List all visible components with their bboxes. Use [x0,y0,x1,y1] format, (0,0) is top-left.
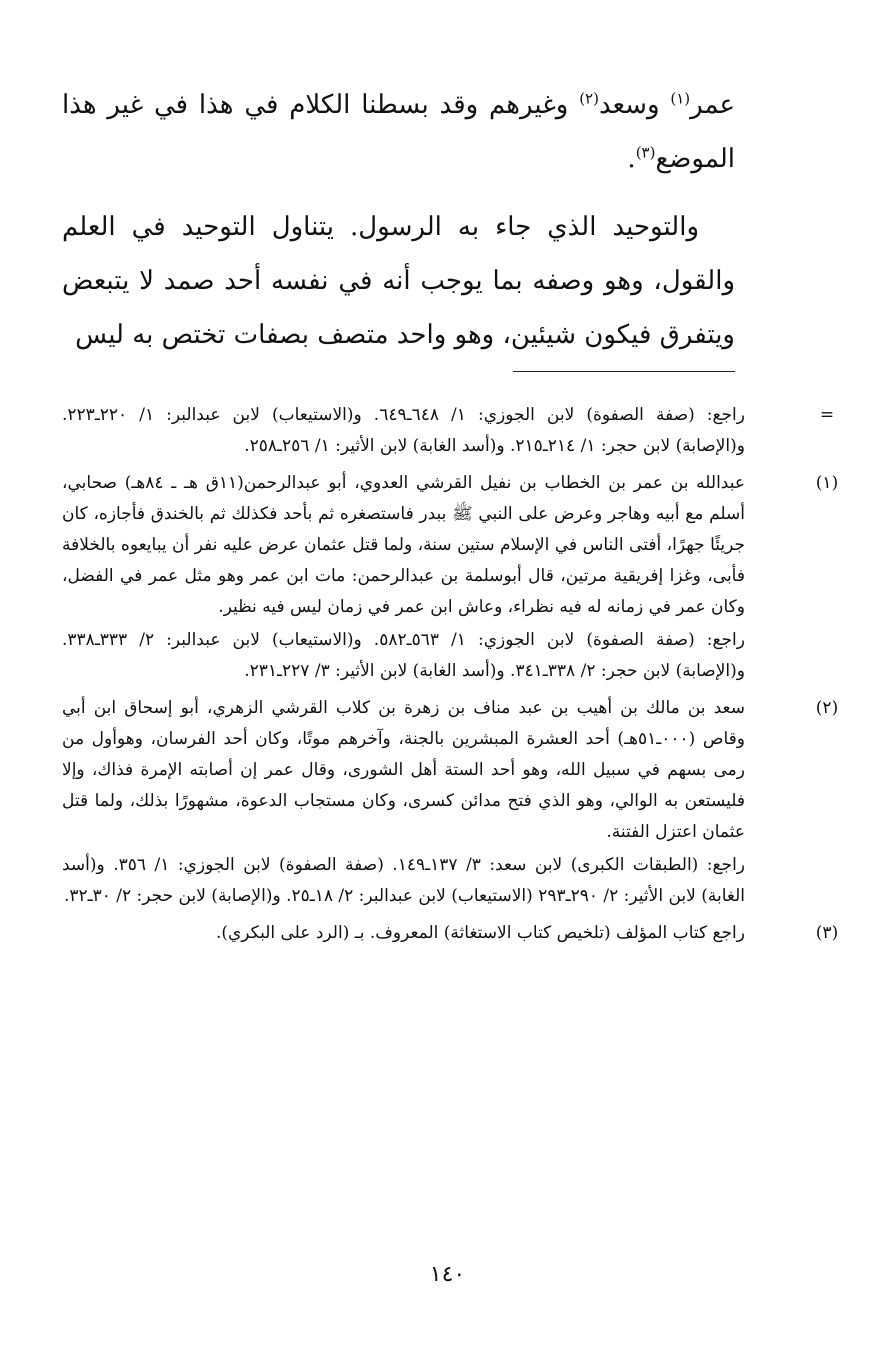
footnote-text: راجع كتاب المؤلف (تلخيص كتاب الاستغاثة) المعروف. بـ (الرد على البكري). [215,923,745,943]
footnote-marker: (٣) [815,923,839,943]
footnote-reference-text: راجع: (الطبقات الكبرى) لابن سعد: ٣/ ١٣٧ـ١٤٩. (صفة الصفوة) لابن الجوزي: ١/ ٣٥٦. و(أسد الغابة) لابن الأثير: ٢/ ٢٩٠ـ٢٩٣ (الاستيعاب) لابن عبدالبر: ٢/ ١٨ـ٢٥. و(الإصابة) لابن حجر: ٢/ ٣٠ـ٣٢. [62,855,745,906]
footnote-ref-1[interactable]: (١) [670,89,691,108]
footnote-text: راجع: (صفة الصفوة) لابن الجوزي: ١/ ٦٤٨ـ٦٤٩. و(الاستيعاب) لابن عبدالبر: ١/ ٢٢٠ـ٢٢٣. و(الإصابة) لابن حجر: ١/ ٢١٤ـ٢١٥. و(أسد الغابة) لابن الأثير: ١/ ٢٥٦ـ٢٥٨. [62,405,745,456]
footnotes-section [62,400,839,955]
footnote-ref-3[interactable]: (٣) [635,143,656,162]
text-run: وغيرهم وقد بسطنا الكلام في هذا في غير هذا الموضع [62,90,735,174]
footnote-2 [62,693,839,912]
text-run: عمر [690,90,735,120]
text-run: وسعد [598,90,671,120]
main-paragraph-2: والتوحيد الذي جاء به الرسول. يتناول التوحيد في العلم والقول، وهو وصفه بما يوجب أنه في نفسه أحد صمد لا يتبعض ويتفرق فيكون شيئين، وهو واحد متصف بصفات تختص به ليس [62,212,735,350]
footnote-continued [62,400,835,462]
footnote-marker: = [819,405,835,425]
main-text-block [62,78,735,362]
page-number: ١٤٠ [429,1262,466,1287]
footnote-ref-2[interactable]: (٢) [579,89,599,108]
text-run: . [627,144,636,174]
footnote-divider [513,371,735,372]
footnote-reference-text: راجع: (صفة الصفوة) لابن الجوزي: ١/ ٥٦٣ـ٥٨٢. و(الاستيعاب) لابن عبدالبر: ٢/ ٣٣٣ـ٣٣٨. و(الإصابة) لابن حجر: ٢/ ٣٣٨ـ٣٤١. و(أسد الغابة) لابن الأثير: ٣/ ٢٢٧ـ٢٣١. [62,630,745,681]
footnote-text: سعد بن مالك بن أهيب بن عبد مناف بن زهرة بن كلاب القرشي الزهري، أبو إسحاق ابن أبي وقاص (٠٠٠ـ٥١هـ) أحد العشرة المبشرين بالجنة، وآخرهم موتًا، وكان أحد الفرسان، وهوأول من رمى بسهم في سبيل الله، وهو أحد الستة أهل الشورى، وقال عمر إن أصابته الإمرة فذاك، وإلا فليستعن به الوالي، وهو الذي فتح مدائن كسرى، وكان مستجاب الدعوة، مشهورًا بذلك، ولما قتل عثمان اعتزل الفتنة. [62,698,745,842]
footnote-marker: (٢) [815,698,839,718]
footnote-text: عبدالله بن عمر بن الخطاب بن نفيل القرشي العدوي، أبو عبدالرحمن(١١ق هـ ـ ٨٤هـ) صحابي، أسلم مع أبيه وهاجر وعرض على النبي ﷺ ببدر فاستصغره ثم بأحد فكذلك ثم بالخندق فأجازه، كان جريئًا جهرًا، أفتى الناس في الإسلام ستين سنة، ولما قتل عثمان عرض عليه نفر أن يبايعوه بالخلافة فأبى، وغزا إفريقية مرتين، قال أبوسلمة بن عبدالرحمن: مات ابن عمر وهو مثل عمر في الفضل، وكان عمر في زمانه له فيه نظراء، وعاش ابن عمر في زمان ليس فيه نظير. [62,473,746,617]
main-paragraph-1 [62,78,735,186]
footnote-1 [62,468,839,687]
footnote-3 [62,918,839,949]
footnote-marker: (١) [815,473,839,493]
